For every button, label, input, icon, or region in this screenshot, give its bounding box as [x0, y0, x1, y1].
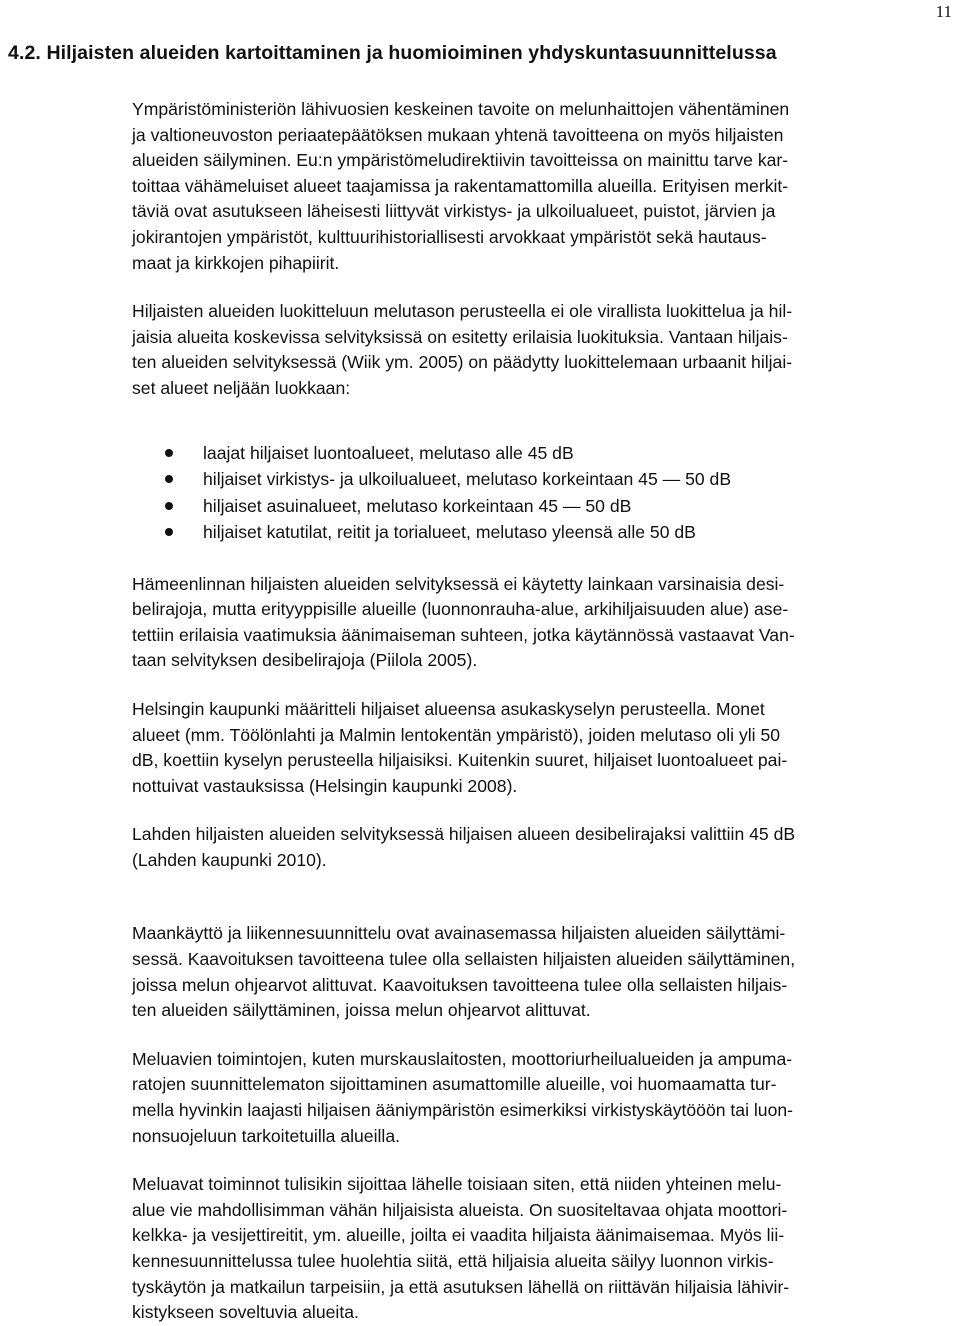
text-line: Helsingin kaupunki määritteli hiljaiset alueensa asukaskyselyn perusteella. Monet: [132, 698, 765, 719]
text-line: set alueet neljään luokkaan:: [132, 377, 351, 398]
text-line: nonsuojeluun tarkoitetuilla alueilla.: [132, 1125, 400, 1146]
list-item-text: hiljaiset katutilat, reitit ja torialueet, melutaso yleensä alle 50 dB: [203, 522, 696, 543]
bullet-icon: [165, 449, 173, 457]
text-line: kistykseen soveltuvia alueita.: [132, 1302, 359, 1323]
text-line: toittaa vähämeluiset alueet taajamissa ja rakentamattomilla alueilla. Erityisen merkit-: [132, 175, 789, 196]
paragraph: [132, 921, 958, 1023]
bullet-list: [132, 440, 958, 546]
bullet-icon: [165, 502, 173, 510]
list-item: [132, 440, 958, 467]
text-line: mella hyvinkin laajasti hiljaisen ääniympäristön esimerkiksi virkistyskäytööön tai luon-: [132, 1100, 794, 1121]
text-line: nottuivat vastauksissa (Helsingin kaupunki 2008).: [132, 775, 518, 796]
list-item: [132, 466, 958, 493]
paragraph: [132, 697, 958, 799]
text-line: kelkka- ja vesijettireitit, ym. alueille, joilta ei vaadita hiljaista äänimaisemaa. Myös lii-: [132, 1225, 785, 1246]
section-heading: 4.2. Hiljaisten alueiden kartoittaminen ja huomioiminen yhdyskuntasuunnittelussa: [8, 42, 777, 64]
paragraph: [132, 97, 958, 276]
text-line: ja valtioneuvoston periaatepäätöksen mukaan yhtenä tavoitteena on myös hiljaisten: [132, 124, 784, 145]
text-line: tyskäytön ja matkailun tarpeisiin, ja että asutuksen lähellä on riittävän hiljaisia lähivir-: [132, 1276, 790, 1297]
text-line: kennesuunnittelussa tulee huolehtia siitä, että hiljaisia alueita säilyy luonnon virkis-: [132, 1251, 774, 1271]
text-line: taan selvityksen desibelirajoja (Piilola 2005).: [132, 650, 478, 671]
text-line: belirajoja, mutta erityyppisille alueille (luonnonrauha-alue, arkihiljaisuuden alue) ase-: [132, 599, 789, 620]
text-line: Maankäyttö ja liikennesuunnittelu ovat avainasemassa hiljaisten alueiden säilyttämi-: [132, 923, 786, 944]
text-line: jaisia alueita koskevissa selvityksissä on esitetty erilaisia luokituksia. Vantaan hiljais-: [132, 326, 788, 347]
list-item-text: laajat hiljaiset luontoalueet, melutaso alle 45 dB: [203, 442, 574, 463]
text-line: sessä. Kaavoituksen tavoitteena tulee olla sellaisten hiljaisten alueiden säilyttäminen,: [132, 949, 796, 970]
list-item-text: hiljaiset asuinalueet, melutaso korkeintaan 45 — 50 dB: [203, 495, 632, 516]
list-item: [132, 519, 958, 546]
text-line: maat ja kirkkojen pihapiirit.: [132, 252, 340, 273]
text-line: ten alueiden säilyttäminen, joissa melun ohjearvot alittuvat.: [132, 1000, 591, 1021]
bullet-icon: [165, 528, 173, 536]
text-line: (Lahden kaupunki 2010).: [132, 849, 327, 870]
text-line: tettiin erilaisia vaatimuksia äänimaiseman suhteen, jotka käytännössä vastaavat Van-: [132, 624, 795, 645]
text-line: alueiden säilyminen. Eu:n ympäristömeludirektiivin tavoitteissa on mainittu tarve kar-: [132, 150, 789, 171]
text-line: Hämeenlinnan hiljaisten alueiden selvityksessä ei käytetty lainkaan varsinaisia desi-: [132, 573, 785, 594]
text-line: Meluavien toimintojen, kuten murskauslaitosten, moottoriurheilualueiden ja ampuma-: [132, 1048, 793, 1069]
text-line: alueet (mm. Töölönlahti ja Malmin lentokentän ympäristö), joiden melutaso oli yli 50: [132, 724, 781, 745]
bullet-icon: [165, 475, 173, 483]
list-item-text: hiljaiset virkistys- ja ulkoilualueet, melutaso korkeintaan 45 — 50 dB: [203, 469, 732, 490]
text-line: dB, koettiin kyselyn perusteella hiljaisiksi. Kuitenkin suuret, hiljaiset luontoalueet pai-: [132, 750, 788, 771]
paragraph: [132, 822, 958, 873]
text-line: ten alueiden selvityksessä (Wiik ym. 2005) on päädytty luokittelemaan urbaanit hiljai-: [132, 352, 793, 373]
paragraph: [132, 1047, 958, 1149]
paragraph: [132, 572, 958, 674]
text-line: jokirantojen ympäristöt, kulttuurihistoriallisesti arvokkaat ympäristöt sekä hautaus-: [132, 226, 767, 247]
page-number: 11: [935, 2, 952, 21]
text-line: Hiljaisten alueiden luokitteluun melutason perusteella ei ole virallista luokittelua ja hil-: [132, 301, 793, 322]
text-line: ratojen suunnittelematon sijoittaminen asumattomille alueille, voi huomaamatta tur-: [132, 1074, 777, 1095]
paragraph: [132, 1172, 958, 1326]
text-line: alue vie mahdollisimman vähän hiljaisista alueista. On suositeltavaa ohjata moottori-: [132, 1199, 788, 1220]
text-line: joissa melun ohjearvot alittuvat. Kaavoituksen tavoitteena tulee olla sellaisten hiljais-: [132, 974, 788, 995]
list-item: [132, 493, 958, 520]
body-text: [132, 97, 958, 1326]
text-line: Ympäristöministeriön lähivuosien keskeinen tavoite on melunhaittojen vähentäminen: [132, 99, 790, 119]
text-line: Lahden hiljaisten alueiden selvityksessä hiljaisen alueen desibelirajaksi valittiin 45 dB: [132, 824, 796, 845]
paragraph: [132, 299, 958, 401]
text-line: Meluavat toiminnot tulisikin sijoittaa lähelle toisiaan siten, että niiden yhteinen melu-: [132, 1174, 782, 1195]
text-line: täviä ovat asutukseen läheisesti liittyvät virkistys- ja ulkoilualueet, puistot, järvien ja: [132, 201, 776, 222]
